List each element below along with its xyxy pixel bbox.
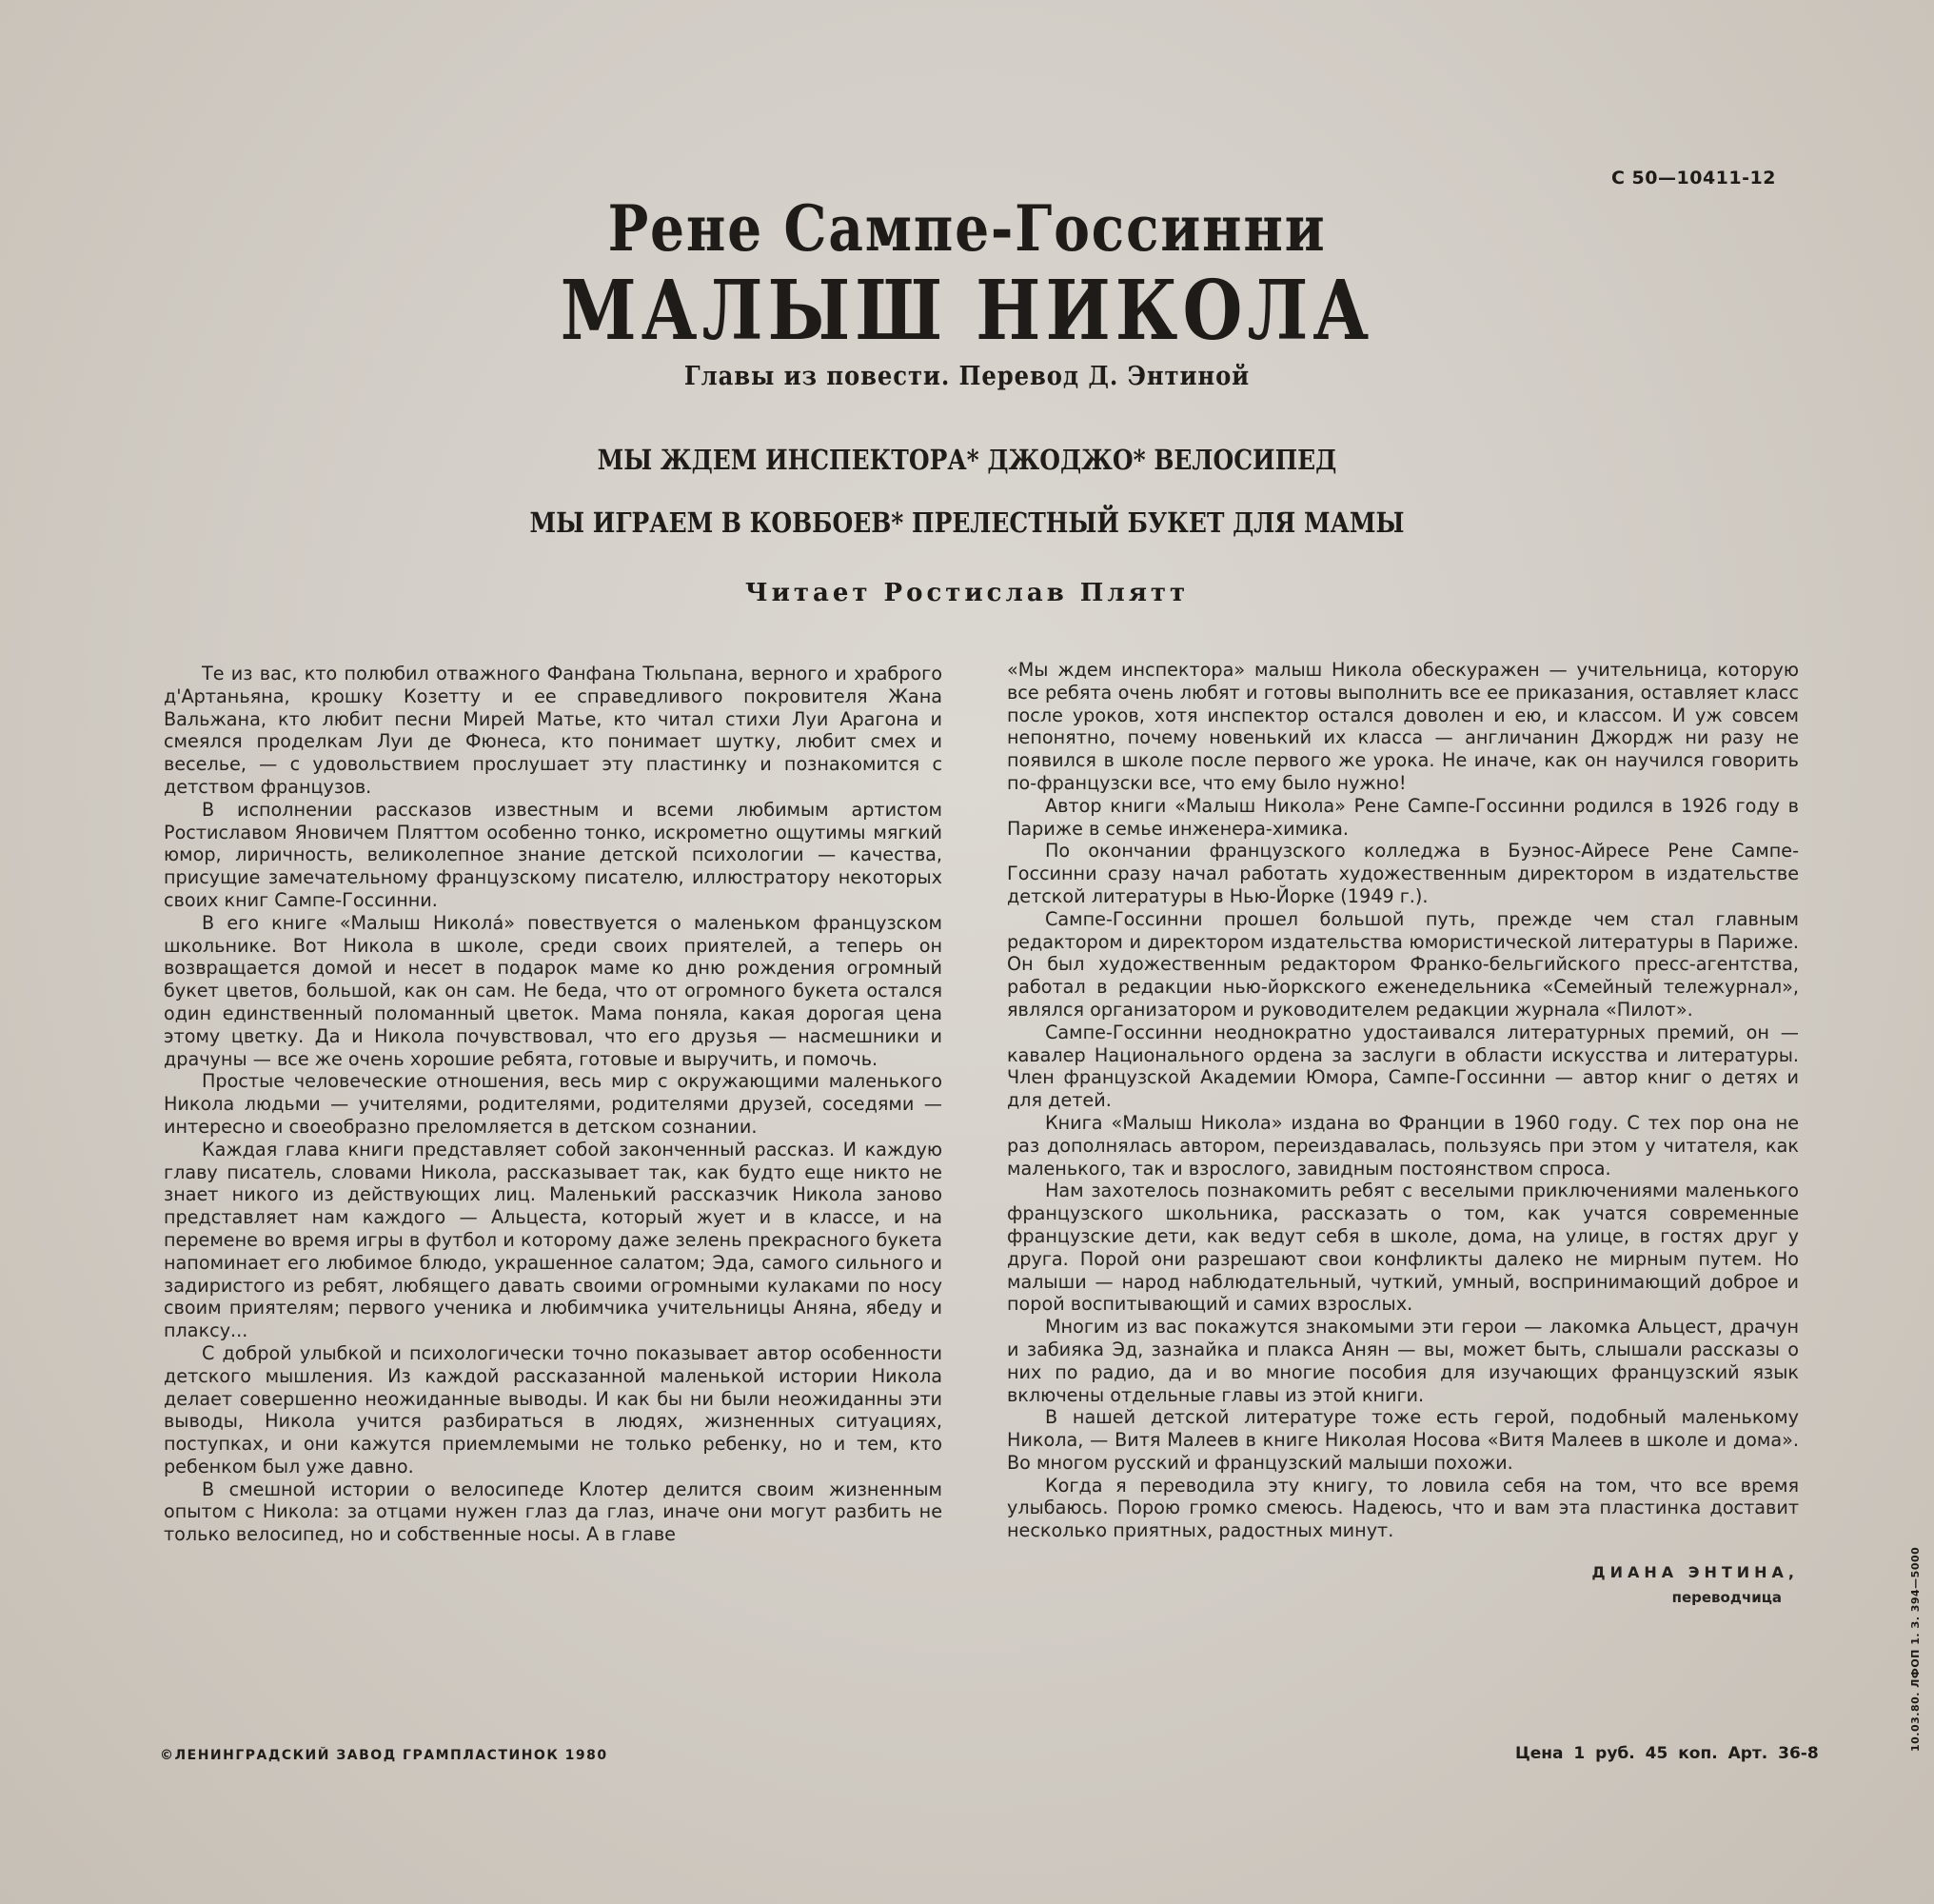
paragraph: С доброй улыбкой и психологически точно показывает автор особенности детского мышления. Из каждой рассказанной маленькой истории Никола делает совершенно неожиданные выводы. И как бы ни были неожиданны эти выводы, Никола учится разбираться в людях, жизненных ситуациях, поступках, и они кажутся приемлемыми не только ребенку, но и тем, кто ребенком был уже давно. — [164, 1341, 942, 1478]
paragraph: Каждая глава книги представляет собой законченный рассказ. И каждую главу писатель, словами Никола, рассказывает так, как будто еще никто не знает никого из действующих лиц. Маленький рассказчик Никола заново представляет нам каждого — Альцеста, который жует и в классе, и на перемене во время игры в футбол и которому даже зелень прекрасного букета напоминает его любимое блюдо, украшенное салатом; Эда, самого сильного и задиристого из ребят, любящего давать своими огромными кулаками по носу своим приятелям; первого ученика и любимчика учительницы Аняна, ябеду и плаксу... — [164, 1138, 942, 1342]
chapter-line-1: МЫ ЖДЕМ ИНСПЕКТОРА* ДЖОДЖО* ВЕЛОСИПЕД — [597, 444, 1337, 476]
author-name: Рене Сампе-Госсинни — [607, 191, 1327, 266]
print-info-vertical: 10.03.80. ЛФОП 1. З. 394—5000 — [1909, 1546, 1922, 1752]
catalog-number: С 50—10411-12 — [1611, 168, 1776, 188]
paragraph: В смешной истории о велосипеде Клотер делится своим жизненным опытом с Никола: за отцами нужен глаз да глаз, иначе они могут разбить не только велосипед, но и собственные носы. А в главе — [164, 1478, 942, 1546]
paragraph: Книга «Малыш Никола» издана во Франции в 1960 году. С тех пор она не раз дополнялась автором, переиздавалась, пользуясь при этом у читателя, как маленького, так и взрослого, завидным постоянством спроса. — [1007, 1111, 1799, 1180]
book-title: МАЛЫШ НИКОЛА — [560, 263, 1374, 359]
reader-credit: Читает Ростислав Плятт — [744, 579, 1190, 607]
paragraph: По окончании французского колледжа в Буэнос-Айресе Рене Сампе-Госсинни сразу начал работать художественным директором в издательстве детской литературы в Нью-Йорке (1949 г.). — [1007, 840, 1799, 907]
signature — [1007, 1561, 1799, 1610]
price-label: Цена 1 руб. 45 коп. Арт. 36-8 — [1515, 1744, 1819, 1763]
paragraph: В его книге «Малыш Никола́» повествуется о маленьком французском школьнике. Вот Никола в школе, среди своих приятелей, а теперь он возвращается домой и несет в подарок маме ко дню рождения огромный букет цветов, большой, как он сам. Не беда, что от огромного букета остался один единственный поломанный цветок. Мама поняла, какая дорогая цена этому цветку. Да и Никола почувствовал, что его друзья — насмешники и драчуны — все же очень хорошие ребята, готовые и выручить, и помочь. — [164, 911, 942, 1070]
paragraph: Многим из вас покажутся знакомыми эти герои — лакомка Альцест, драчун и забияка Эд, зазнайка и плакса Анян — вы, может быть, слышали рассказы о них по радио, да и во многие пособия для изучающих французский язык включены отдельные главы из этой книги. — [1007, 1316, 1799, 1406]
paragraph: Сампе-Госсинни прошел большой путь, прежде чем стал главным редактором и директором издательства юмористической литературы в Париже. Он был художественным редактором Франко-бельгийского пресс-агентства, работал в редакции нью-йоркского еженедельника «Семейный тележурнал», являлся организатором и руководителем редакции журнала «Пилот». — [1007, 907, 1799, 1021]
paragraph: Простые человеческие отношения, весь мир с окружающими маленького Никола людьми — учителями, родителями, родителями друзей, соседями — интересно и своеобразно преломляется в детском сознании. — [164, 1070, 942, 1138]
paragraph: Когда я переводила эту книгу, то ловила себя на том, что все время улыбаюсь. Порою громко смеюсь. Надеюсь, что и вам эта пластинка доставит несколько приятных, радостных минут. — [1007, 1474, 1799, 1542]
chapter-line-2: МЫ ИГРАЕМ В КОВБОЕВ* ПРЕЛЕСТНЫЙ БУКЕТ ДЛЯ МАМЫ — [529, 506, 1405, 539]
signature-name: ДИАНА ЭНТИНА, — [1591, 1563, 1799, 1582]
paragraph: Сампе-Госсинни неоднократно удостаивался литературных премий, он — кавалер Национального ордена за заслуги в области искусства и литературы. Член французской Академии Юмора, Сампе-Госсинни — автор книг о детях и для детей. — [1007, 1021, 1799, 1112]
paragraph: Нам захотелось познакомить ребят с веселыми приключениями маленького французского школьника, рассказать о том, как учатся современные французские дети, как ведут себя в школе, дома, на улице, в гостях друг у друга. Порой они разрешают свои конфликты далеко не мирным путем. Но малыши — народ наблюдательный, чуткий, умный, воспринимающий доброе и порой воспитывающий и самих взрослых. — [1007, 1180, 1799, 1316]
signature-role: переводчица — [1671, 1588, 1782, 1606]
paragraph: Автор книги «Малыш Никола» Рене Сампе-Госсинни родился в 1926 году в Париже в семье инженера-химика. — [1007, 794, 1799, 840]
paragraph: «Мы ждем инспектора» малыш Никола обескуражен — учительница, которую все ребята очень любят и готовы выполнить все ее приказания, оставляет класс после уроков, хотя инспектор остался доволен и ею, и классом. И уж совсем непонятно, почему новенький их класса — англичанин Джордж ни разу не появился в школе после первого же урока. Не иначе, как он научился говорить по-французски все, что ему было нужно! — [1007, 659, 1799, 794]
chapter-list — [0, 428, 1934, 554]
paragraph: В исполнении рассказов известным и всеми любимым артистом Ростиславом Яновичем Пляттом особенно тонко, искрометно ощутимы мягкий юмор, лиричность, великолепное знание детской психологии — качества, присущие замечательному французскому писателю, иллюстратору некоторых своих книг Сампе-Госсинни. — [164, 798, 942, 911]
liner-notes-right-column — [1007, 659, 1799, 1610]
liner-notes-left-column — [164, 663, 942, 1546]
paragraph: Те из вас, кто полюбил отважного Фанфана Тюльпана, верного и храброго д'Артаньяна, крошку Козетту и ее справедливого покровителя Жана Вальжана, кто любит песни Мирей Матье, кто читал стихи Луи Арагона и смеялся проделкам Луи де Фюнеса, кто понимает шутку, любит смех и веселье, — с удовольствием прослушает эту пластинку и познакомится с детством французов. — [164, 663, 942, 798]
paragraph: В нашей детской литературе тоже есть герой, подобный маленькому Никола, — Витя Малеев в книге Николая Носова «Витя Малеев в школе и дома». Во многом русский и французский малыши похожи. — [1007, 1406, 1799, 1474]
header — [0, 190, 1934, 394]
subtitle: Главы из повести. Перевод Д. Энтиной — [683, 362, 1251, 391]
copyright-notice: ©ЛЕНИНГРАДСКИЙ ЗАВОД ГРАМПЛАСТИНОК 1980 — [160, 1748, 608, 1763]
